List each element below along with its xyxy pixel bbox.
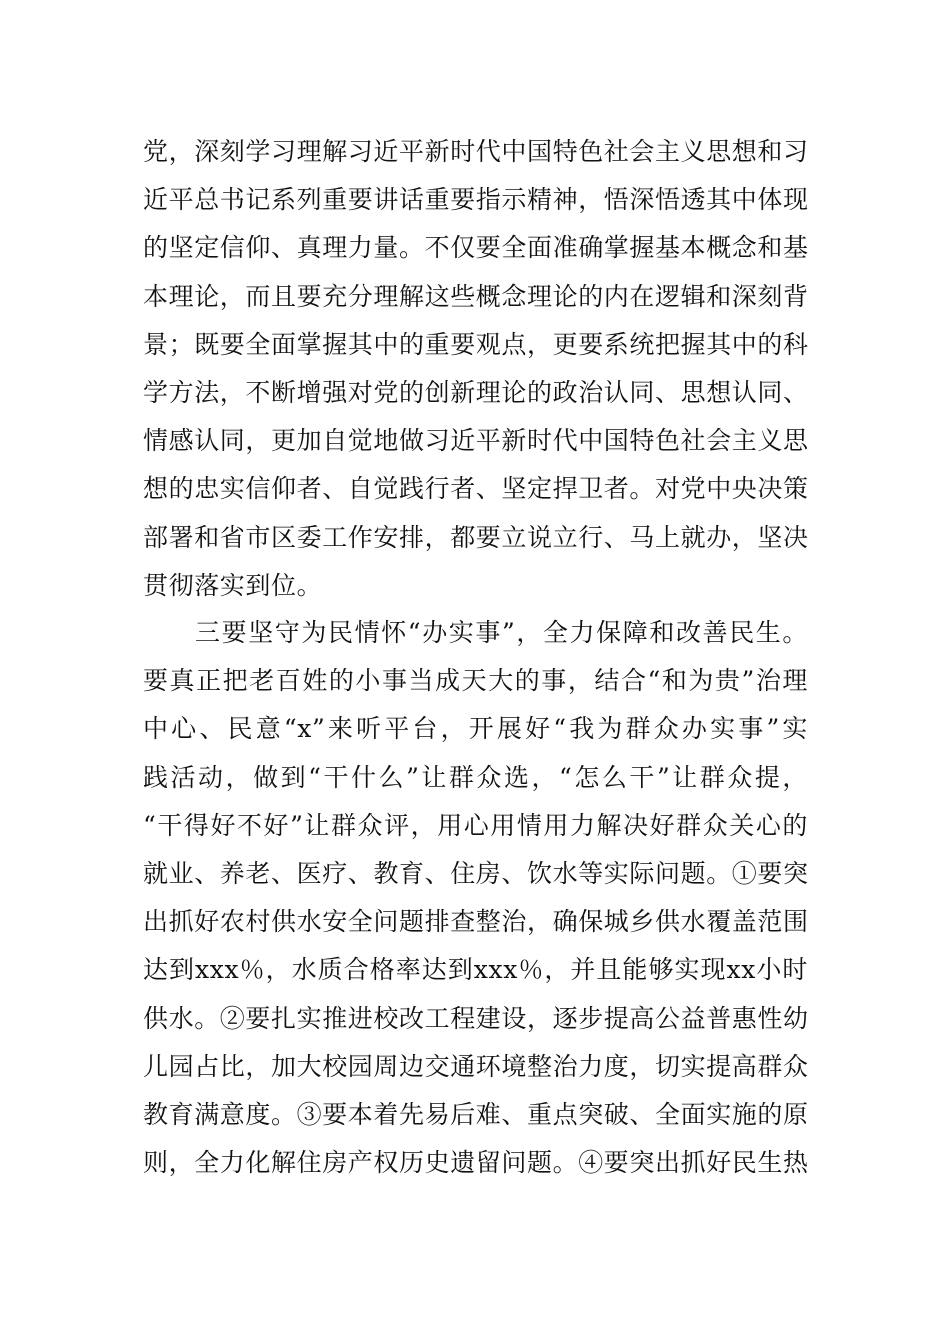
text-line: 则，全力化解住房产权历史遗留问题。④要突出抓好民生热 [143, 1148, 809, 1178]
text-line: 教育满意度。③要本着先易后难、重点突破、全面实施的原 [143, 1099, 809, 1129]
text-line: 党，深刻学习理解习近平新时代中国特色社会主义思想和习 [143, 137, 809, 166]
text-line: 就业、养老、医疗、教育、住房、饮水等实际问题。①要突 [143, 858, 809, 888]
text-line: 近平总书记系列重要讲话重要指示精神，悟深悟透其中体现 [143, 185, 809, 215]
text-line: 贯彻落实到位。 [143, 570, 323, 600]
paragraph-livelihood [143, 609, 808, 1187]
text-line: 想的忠实信仰者、自觉践行者、坚定捍卫者。对党中央决策 [143, 474, 809, 504]
text-line: 儿园占比，加大校园周边交通环境整治力度，切实提高群众 [143, 1051, 809, 1081]
text-line: 供水。②要扎实推进校改工程建设，逐步提高公益普惠性幼 [143, 1003, 809, 1033]
paragraph-continuation [143, 128, 808, 610]
text-line: 的坚定信仰、真理力量。不仅要全面准确掌握基本概念和基 [143, 233, 809, 263]
text-line: 中心、民意“x”来听平台，开展好“我为群众办实事”实 [143, 714, 808, 744]
text-line: 要真正把老百姓的小事当成天大的事，结合“和为贵”治理 [143, 666, 808, 696]
text-line: 本理论，而且要充分理解这些概念理论的内在逻辑和深刻背 [143, 281, 809, 311]
paragraph-heading-line: 三要坚守为民情怀“办实事”，全力保障和改善民生。 [195, 618, 808, 647]
text-line: 学方法，不断增强对党的创新理论的政治认同、思想认同、 [143, 377, 809, 407]
text-line: 景；既要全面掌握其中的重要观点，更要系统把握其中的科 [143, 329, 809, 359]
text-line: 达到xxx％，水质合格率达到xxx％，并且能够实现xx小时 [143, 955, 808, 985]
text-line: “干得好不好”让群众评，用心用情用力解决好群众关心的 [143, 810, 808, 840]
text-line: 出抓好农村供水安全问题排查整治，确保城乡供水覆盖范围 [143, 907, 809, 937]
text-line: 情感认同，更加自觉地做习近平新时代中国特色社会主义思 [143, 426, 809, 456]
text-line: 部署和省市区委工作安排，都要立说立行、马上就办，坚决 [143, 522, 809, 552]
text-line: 践活动，做到“干什么”让群众选，“怎么干”让群众提， [143, 762, 808, 792]
